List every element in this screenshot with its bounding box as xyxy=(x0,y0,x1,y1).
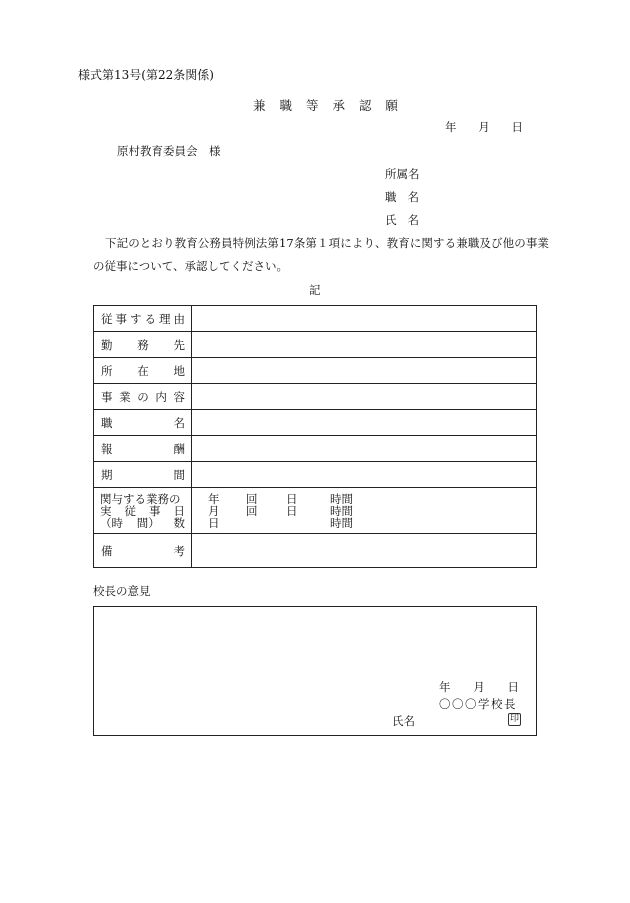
label-char: 内 xyxy=(155,389,167,404)
table-row xyxy=(94,534,537,568)
label-char: 名 xyxy=(173,415,185,430)
date-day: 日 xyxy=(511,120,523,134)
work-label-line xyxy=(100,505,185,517)
title-char: 承 xyxy=(332,98,345,113)
label-char: 数 xyxy=(173,515,185,530)
opinion-date-month: 月 xyxy=(473,680,485,694)
title-char: 等 xyxy=(305,98,319,113)
label-char: 報 xyxy=(101,441,113,456)
opinion-school: 〇〇〇学校長 xyxy=(439,697,517,711)
label-char: 所 xyxy=(101,363,113,378)
label-char: 在 xyxy=(137,363,149,378)
label-char: 由 xyxy=(173,311,185,326)
applicant-name-char: 名 xyxy=(407,213,419,227)
label-char: 務 xyxy=(137,337,149,352)
workplace-field[interactable] xyxy=(192,332,537,358)
work-label-line: 関与する業務の xyxy=(100,491,181,506)
row-label-reason xyxy=(94,306,192,332)
table-row xyxy=(94,462,537,488)
applicant-position-char: 職 xyxy=(385,190,397,204)
title-char: 願 xyxy=(385,98,398,113)
label-char: 職 xyxy=(101,415,113,430)
title-char: 認 xyxy=(358,98,372,113)
date-month: 月 xyxy=(478,120,490,134)
label-char: 地 xyxy=(173,363,185,378)
form-number: 様式第13号(第22条関係) xyxy=(78,68,214,82)
label-char: （時 xyxy=(100,515,123,530)
approval-details-table xyxy=(93,305,537,568)
work-days-grid xyxy=(192,493,536,529)
work-days-field[interactable] xyxy=(192,488,537,534)
work-unit: 日 xyxy=(286,503,298,518)
table-row xyxy=(94,410,537,436)
opinion-date-day: 日 xyxy=(507,680,519,694)
work-unit: 時間 xyxy=(330,491,353,506)
work-unit xyxy=(286,517,330,529)
label-char: 業 xyxy=(119,389,131,404)
addressee: 原村教育委員会 様 xyxy=(117,144,221,158)
label-char: 理 xyxy=(159,311,171,326)
reason-field[interactable] xyxy=(192,306,537,332)
ki-marker: 記 xyxy=(309,283,321,297)
period-field[interactable] xyxy=(192,462,537,488)
work-unit: 年 xyxy=(208,491,220,506)
label-char: 考 xyxy=(173,543,185,558)
work-unit: 月 xyxy=(208,503,220,518)
row-label-job-title xyxy=(94,410,192,436)
label-char: 実 xyxy=(100,503,112,518)
title-char: 職 xyxy=(279,98,292,113)
label-char: の xyxy=(137,389,149,404)
label-char: 日 xyxy=(173,503,185,518)
table-row xyxy=(94,358,537,384)
opinion-date xyxy=(439,679,519,695)
row-label-address xyxy=(94,358,192,384)
label-char: 間） xyxy=(136,515,160,530)
table-row xyxy=(94,436,537,462)
applicant-position xyxy=(385,189,419,205)
row-label-work-days xyxy=(94,488,192,534)
work-unit: 時間 xyxy=(330,515,353,530)
row-label-remarks xyxy=(94,534,192,568)
label-char: 従 xyxy=(124,503,136,518)
label-char: 先 xyxy=(173,337,185,352)
label-char: 酬 xyxy=(173,441,185,456)
work-unit: 時間 xyxy=(330,503,353,518)
seal-mark: 印 xyxy=(509,714,519,724)
work-label-line xyxy=(100,517,185,529)
opinion-box[interactable] xyxy=(93,606,537,736)
label-char: 事 xyxy=(101,389,113,404)
row-label-period xyxy=(94,462,192,488)
applicant-position-char: 名 xyxy=(407,190,419,204)
work-unit: 日 xyxy=(208,515,220,530)
table-row xyxy=(94,384,537,410)
label-char: 容 xyxy=(173,389,185,404)
applicant-affiliation: 所属名 xyxy=(385,167,420,181)
work-unit xyxy=(246,517,286,529)
label-char: 事 xyxy=(115,311,127,326)
job-title-field[interactable] xyxy=(192,410,537,436)
applicant-name-char: 氏 xyxy=(385,213,397,227)
address-field[interactable] xyxy=(192,358,537,384)
application-date xyxy=(445,119,523,135)
label-char: 備 xyxy=(101,543,113,558)
table-row xyxy=(94,306,537,332)
label-char: 従 xyxy=(101,311,113,326)
opinion-date-year: 年 xyxy=(439,680,451,694)
row-label-workplace xyxy=(94,332,192,358)
label-char: 期 xyxy=(101,467,113,482)
label-char: 間 xyxy=(173,467,185,482)
body-text-line-1: 下記のとおり教育公務員特例法第17条第１項により、教育に関する兼職及び他の事業 xyxy=(105,236,550,250)
compensation-field[interactable] xyxy=(192,436,537,462)
opinion-heading: 校長の意見 xyxy=(93,584,151,598)
work-unit: 回 xyxy=(246,491,258,506)
remarks-field[interactable] xyxy=(192,534,537,568)
work-unit: 回 xyxy=(246,503,258,518)
label-char: す xyxy=(130,311,142,326)
title-char: 兼 xyxy=(253,98,266,113)
opinion-signer-label: 氏名 xyxy=(392,714,415,728)
work-unit: 日 xyxy=(286,491,298,506)
row-label-business-content xyxy=(94,384,192,410)
label-char: る xyxy=(144,311,156,326)
label-char: 事 xyxy=(149,503,161,518)
label-char: 勤 xyxy=(101,337,113,352)
body-text-line-2: の従事について、承認してください。 xyxy=(93,259,289,273)
row-label-compensation xyxy=(94,436,192,462)
table-row xyxy=(94,332,537,358)
date-year: 年 xyxy=(445,120,457,134)
form-title xyxy=(253,96,398,114)
table-row-work-days xyxy=(94,488,537,534)
business-content-field[interactable] xyxy=(192,384,537,410)
applicant-name xyxy=(385,212,419,228)
